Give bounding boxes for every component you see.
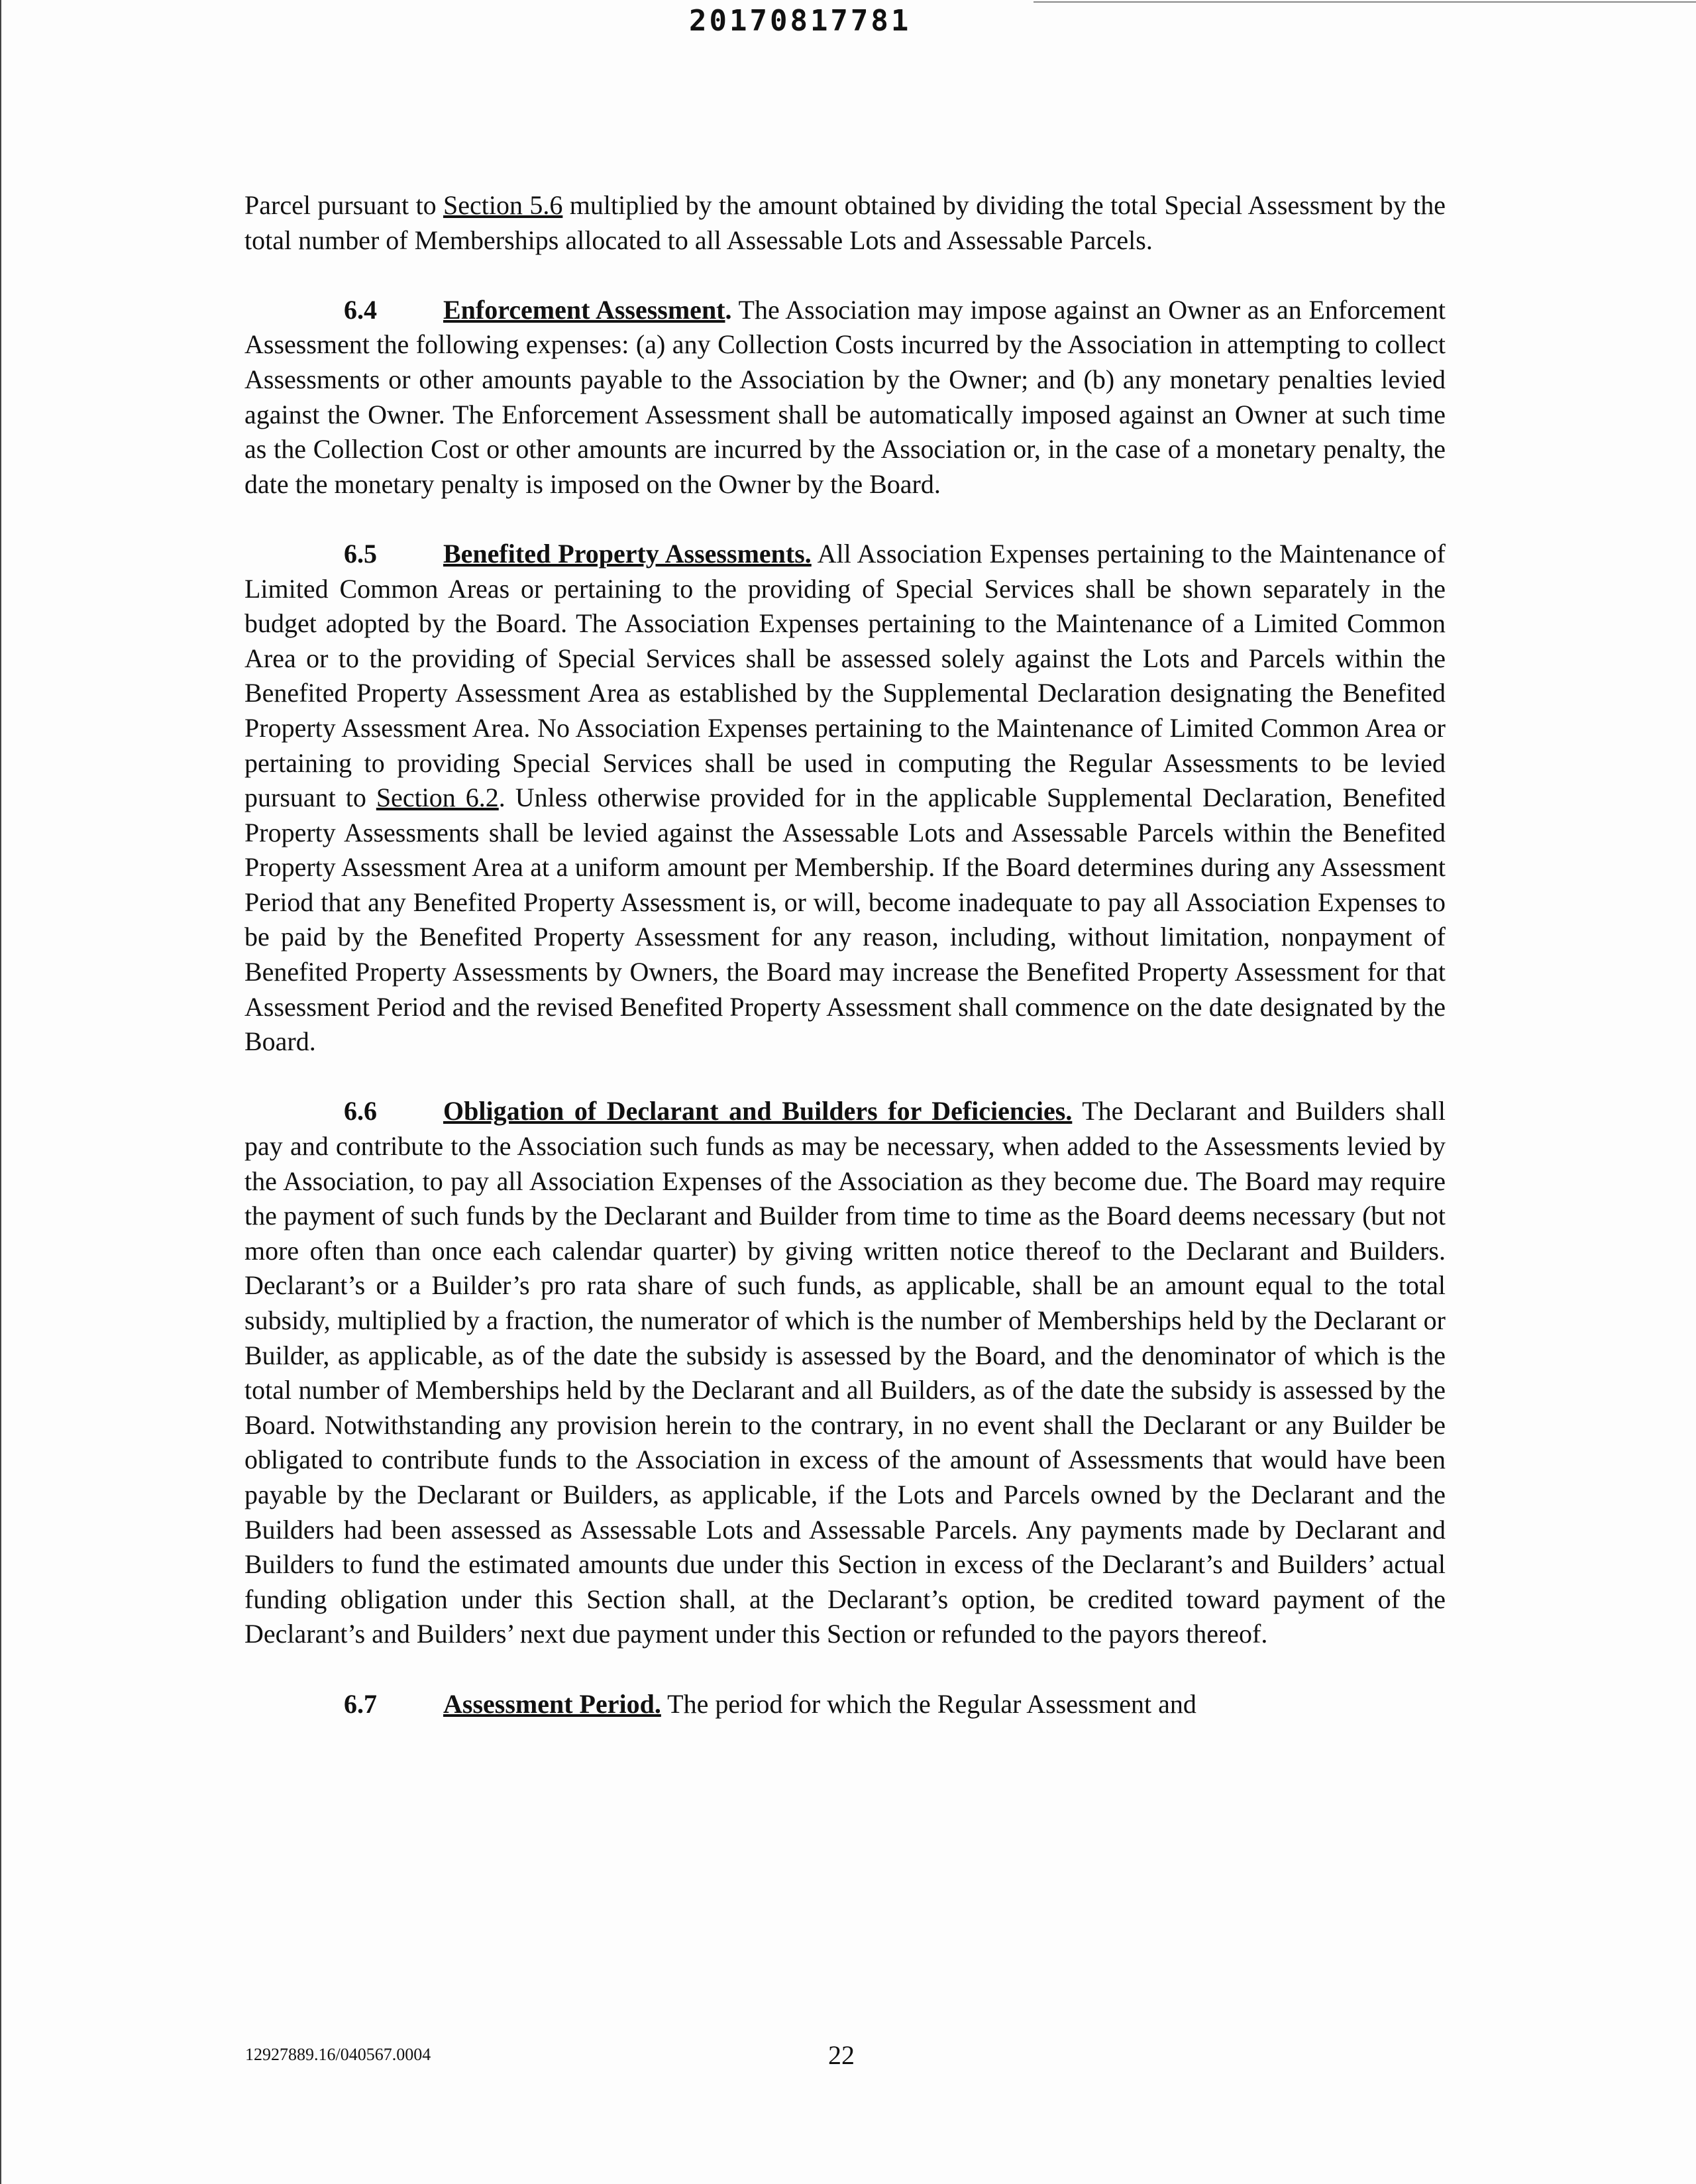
page-number: 22: [828, 2040, 855, 2070]
document-body: [244, 188, 1446, 1757]
section-title: Obligation of Declarant and Builders for Deficiencies.: [443, 1096, 1073, 1126]
section-text: The Declarant and Builders shall pay and contribute to the Association such funds as may be necessary, when added to the Assessments levied by the Association, to pay all Association Expenses of the Association as they become due. The Board may require the payment of such funds by the Declarant and Builder from time to time as the Board deems necessary (but not more often than once each calendar quarter) by giving written notice thereof to the Declarant and Builders. Declarant’s or a Builder’s pro rata share of such funds, as applicable, shall be an amount equal to the total subsidy, multiplied by a fraction, the numerator of which is the number of Memberships held by the Declarant or Builder, as applicable, as of the date the subsidy is assessed by the Board, and the denominator of which is the total number of Memberships held by the Declarant and all Builders, as of the date the subsidy is assessed by the Board. Notwithstanding any provision herein to the contrary, in no event shall the Declarant or any Builder be obligated to contribute funds to the Association in excess of the amount of Assessments that would have been payable by the Declarant or Builders, as applicable, if the Lots and Parcels owned by the Declarant and the Builders had been assessed as Assessable Lots and Assessable Parcels. Any payments made by Declarant and Builders to fund the estimated amounts due under this Section in excess of the Declarant’s and Builders’ actual funding obligation under this Section shall, at the Declarant’s option, be credited toward payment of the Declarant’s and Builders’ next due payment under this Section or refunded to the payors thereof.: [244, 1096, 1446, 1649]
section-number: 6.4: [344, 294, 377, 325]
section-number: 6.5: [344, 538, 377, 569]
scan-edge-line: [0, 0, 1, 2184]
section-text: All Association Expenses pertaining to the Maintenance of Limited Common Areas or pertaining to the providing of Special Services shall be shown separately in the budget adopted by the Board. The Association Expenses pertaining to the Maintenance of a Limited Common Area or to the providing of Special Services shall be assessed solely against the Lots and Parcels within the Benefited Property Assessment Area as established by the Supplemental Declaration designating the Benefited Property Assessment Area. No Association Expenses pertaining to the Maintenance of Limited Common Area or pertaining to providing Special Services shall be used in computing the Regular Assessments to be levied pursuant to: [244, 538, 1446, 813]
paragraph-text: multiplied by the amount obtained by dividing the total Special Assessment by the total number of Memberships allocated to all Assessable Lots and Assessable Parcels.: [244, 190, 1446, 255]
section-6-4: [244, 293, 1446, 502]
section-title: Benefited Property Assessments.: [443, 538, 812, 569]
section-6-7: [244, 1687, 1446, 1722]
section-reference: Section 5.6: [443, 190, 563, 220]
paragraph-text: Parcel pursuant to: [244, 190, 443, 220]
section-text: . Unless otherwise provided for in the applicable Supplemental Declaration, Benefited Property Assessments shall be levied against the Assessable Lots and Assessable Parcels within the Benefited Property Assessment Area at a uniform amount per Membership. If the Board determines during any Assessment Period that any Benefited Property Assessment is, or will, become inadequate to pay all Association Expenses to be paid by the Benefited Property Assessment for any reason, including, without limitation, nonpayment of Benefited Property Assessments by Owners, the Board may increase the Benefited Property Assessment for that Assessment Period and the revised Benefited Property Assessment shall commence on the date designated by the Board.: [244, 783, 1446, 1057]
section-title: Assessment Period.: [443, 1688, 661, 1719]
section-number: 6.6: [344, 1096, 377, 1126]
section-text: The period for which the Regular Assessment and: [661, 1688, 1196, 1719]
recording-number: 20170817781: [689, 4, 912, 38]
section-number: 6.7: [344, 1688, 377, 1719]
paragraph-continuation: [244, 188, 1446, 258]
section-reference: Section 6.2: [376, 783, 499, 813]
section-title: Enforcement Assessment: [443, 294, 725, 325]
section-6-6: [244, 1094, 1446, 1652]
section-text: The Association may impose against an Owner as an Enforcement Assessment the following expenses: (a) any Collection Costs incurred by the Association in attempting to collect Assessments or other amounts payable to the Association by the Owner; and (b) any monetary penalties levied against the Owner. The Enforcement Assessment shall be automatically imposed against an Owner at such time as the Collection Cost or other amounts are incurred by the Association or, in the case of a monetary penalty, the date the monetary penalty is imposed on the Owner by the Board.: [244, 294, 1446, 499]
section-6-5: [244, 537, 1446, 1060]
top-rule-line: [1034, 1, 1696, 3]
section-title-punct: .: [725, 294, 732, 325]
footer-document-id: 12927889.16/040567.0004: [245, 2045, 431, 2064]
